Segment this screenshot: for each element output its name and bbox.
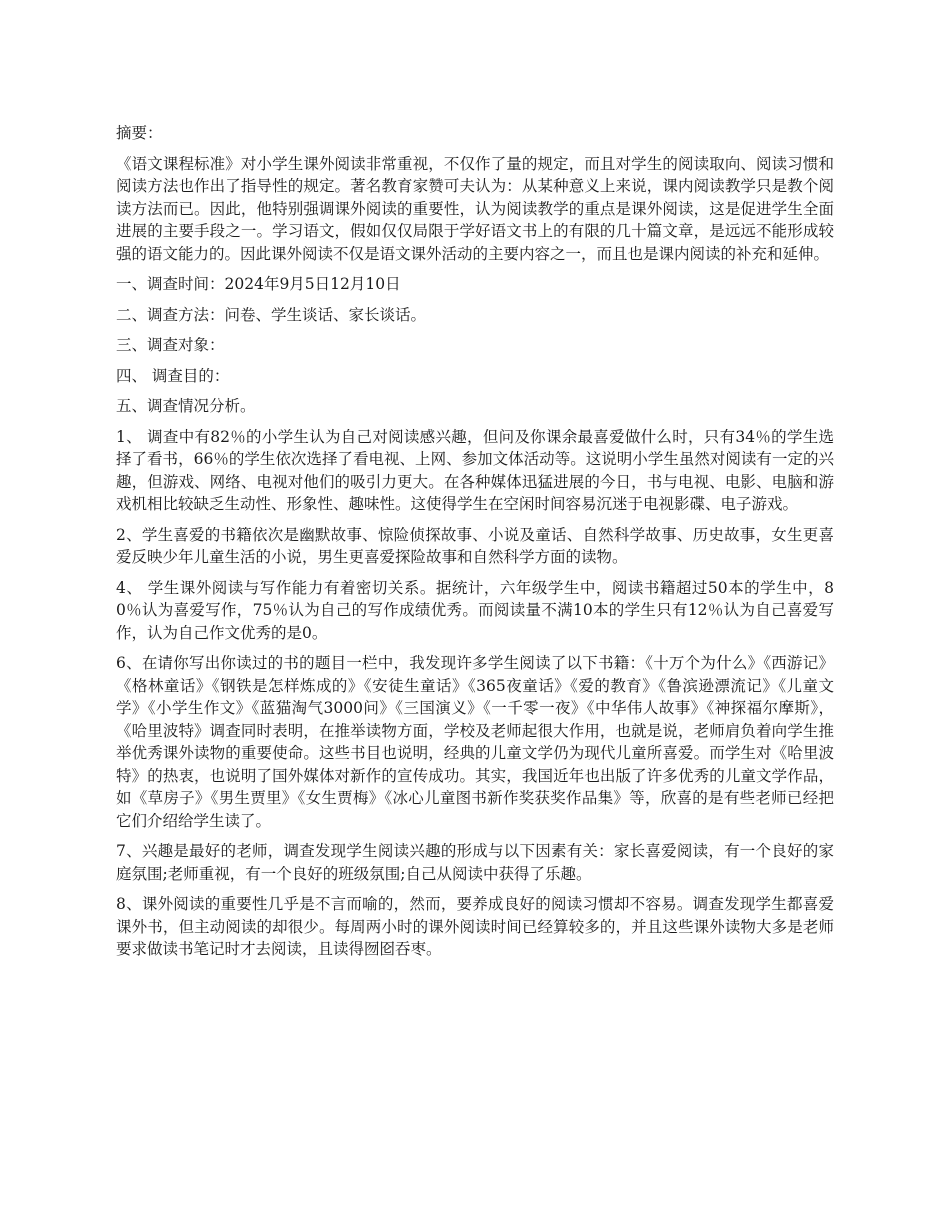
abstract-heading: 摘要： <box>116 124 163 142</box>
survey-purpose: 四、 调查目的： <box>116 366 230 385</box>
analysis-point-6: 6、在请你写出你读过的书的题目一栏中，我发现许多学生阅读了以下书籍：《十万个为什么》《西游记》《格林童话》《钢铁是怎样炼成的》《安徒生童话》《365夜童话》《爱的教育》《鲁滨逊漂流记》《儿童文学》《小学生作文》《蓝猫淘气3000问》《三国演义》《一千零一夜》《中华伟人故事》《神探福尔摩斯》，《哈里波特》调查同时表明，在推举读物方面，学校及老师起很大作用，也就是说，老师肩负着向学生推举优秀课外读物的重要使命。这些书目也说明，经典的儿童文学仍为现代儿童所喜爱。而学生对《哈里波特》的热衷，也说明了国外媒体对新作的宣传成功。其实，我国近年也出版了许多优秀的儿童文学作品，如《草房子》《男生贾里》《女生贾梅》《冰心儿童图书新作奖获奖作品集》等，欣喜的是有些老师已经把它们介绍给学生读了。 <box>116 654 834 830</box>
document-page <box>116 122 834 969</box>
intro-paragraph: 《语文课程标准》对小学生课外阅读非常重视，不仅作了量的规定，而且对学生的阅读取向、阅读习惯和阅读方法也作出了指导性的规定。著名教育家赞可夫认为：从某种意义上来说，课内阅读教学只是教个阅读方法而已。因此，他特别强调课外阅读的重要性，认为阅读教学的重点是课外阅读，这是促进学生全面进展的主要手段之一。学习语文，假如仅仅局限于学好语文书上的有限的几十篇文章，是远远不能形成较强的语文能力的。因此课外阅读不仅是语文课外活动的主要内容之一，而且也是课内阅读的补充和延伸。 <box>116 154 834 263</box>
analysis-point-4: 4、 学生课外阅读与写作能力有着密切关系。据统计，六年级学生中，阅读书籍超过50本的学生中，80％认为喜爱写作，75％认为自己的写作成绩优秀。而阅读量不满10本的学生只有12％认为自己喜爱写作，认为自己作文优秀的是0。 <box>116 578 834 642</box>
analysis-point-7: 7、兴趣是最好的老师，调查发现学生阅读兴趣的形成与以下因素有关：家长喜爱阅读，有一个良好的家庭氛围;老师重视，有一个良好的班级氛围;自己从阅读中获得了乐趣。 <box>116 842 834 883</box>
survey-method: 二、调查方法：问卷、学生谈话、家长谈话。 <box>116 305 427 324</box>
survey-analysis: 五、调查情况分析。 <box>116 397 256 415</box>
survey-time: 一、调查时间：2024年9月5日12月10日 <box>116 275 401 293</box>
analysis-point-1: 1、 调查中有82％的小学生认为自己对阅读感兴趣，但问及你课余最喜爱做什么时，只有34％的学生选择了看书，66％的学生依次选择了看电视、上网、参加文体活动等。这说明小学生虽然对阅读有一定的兴趣，但游戏、网络、电视对他们的吸引力更大。在各种媒体迅猛进展的今日，书与电视、电影、电脑和游戏机相比较缺乏生动性、形象性、趣味性。这使得学生在空闲时间容易沉迷于电视影碟、电子游戏。 <box>116 427 834 513</box>
survey-subject: 三、调查对象： <box>116 336 225 354</box>
analysis-point-2: 2、学生喜爱的书籍依次是幽默故事、惊险侦探故事、小说及童话、自然科学故事、历史故事，女生更喜爱反映少年儿童生活的小说，男生更喜爱探险故事和自然科学方面的读物。 <box>116 525 834 566</box>
analysis-point-8: 8、课外阅读的重要性几乎是不言而喻的，然而，要养成良好的阅读习惯却不容易。调查发现学生都喜爱课外书，但主动阅读的却很少。每周两小时的课外阅读时间已经算较多的，并且这些课外读物大多是老师要求做读书笔记时才去阅读，且读得囫囵吞枣。 <box>116 895 834 958</box>
